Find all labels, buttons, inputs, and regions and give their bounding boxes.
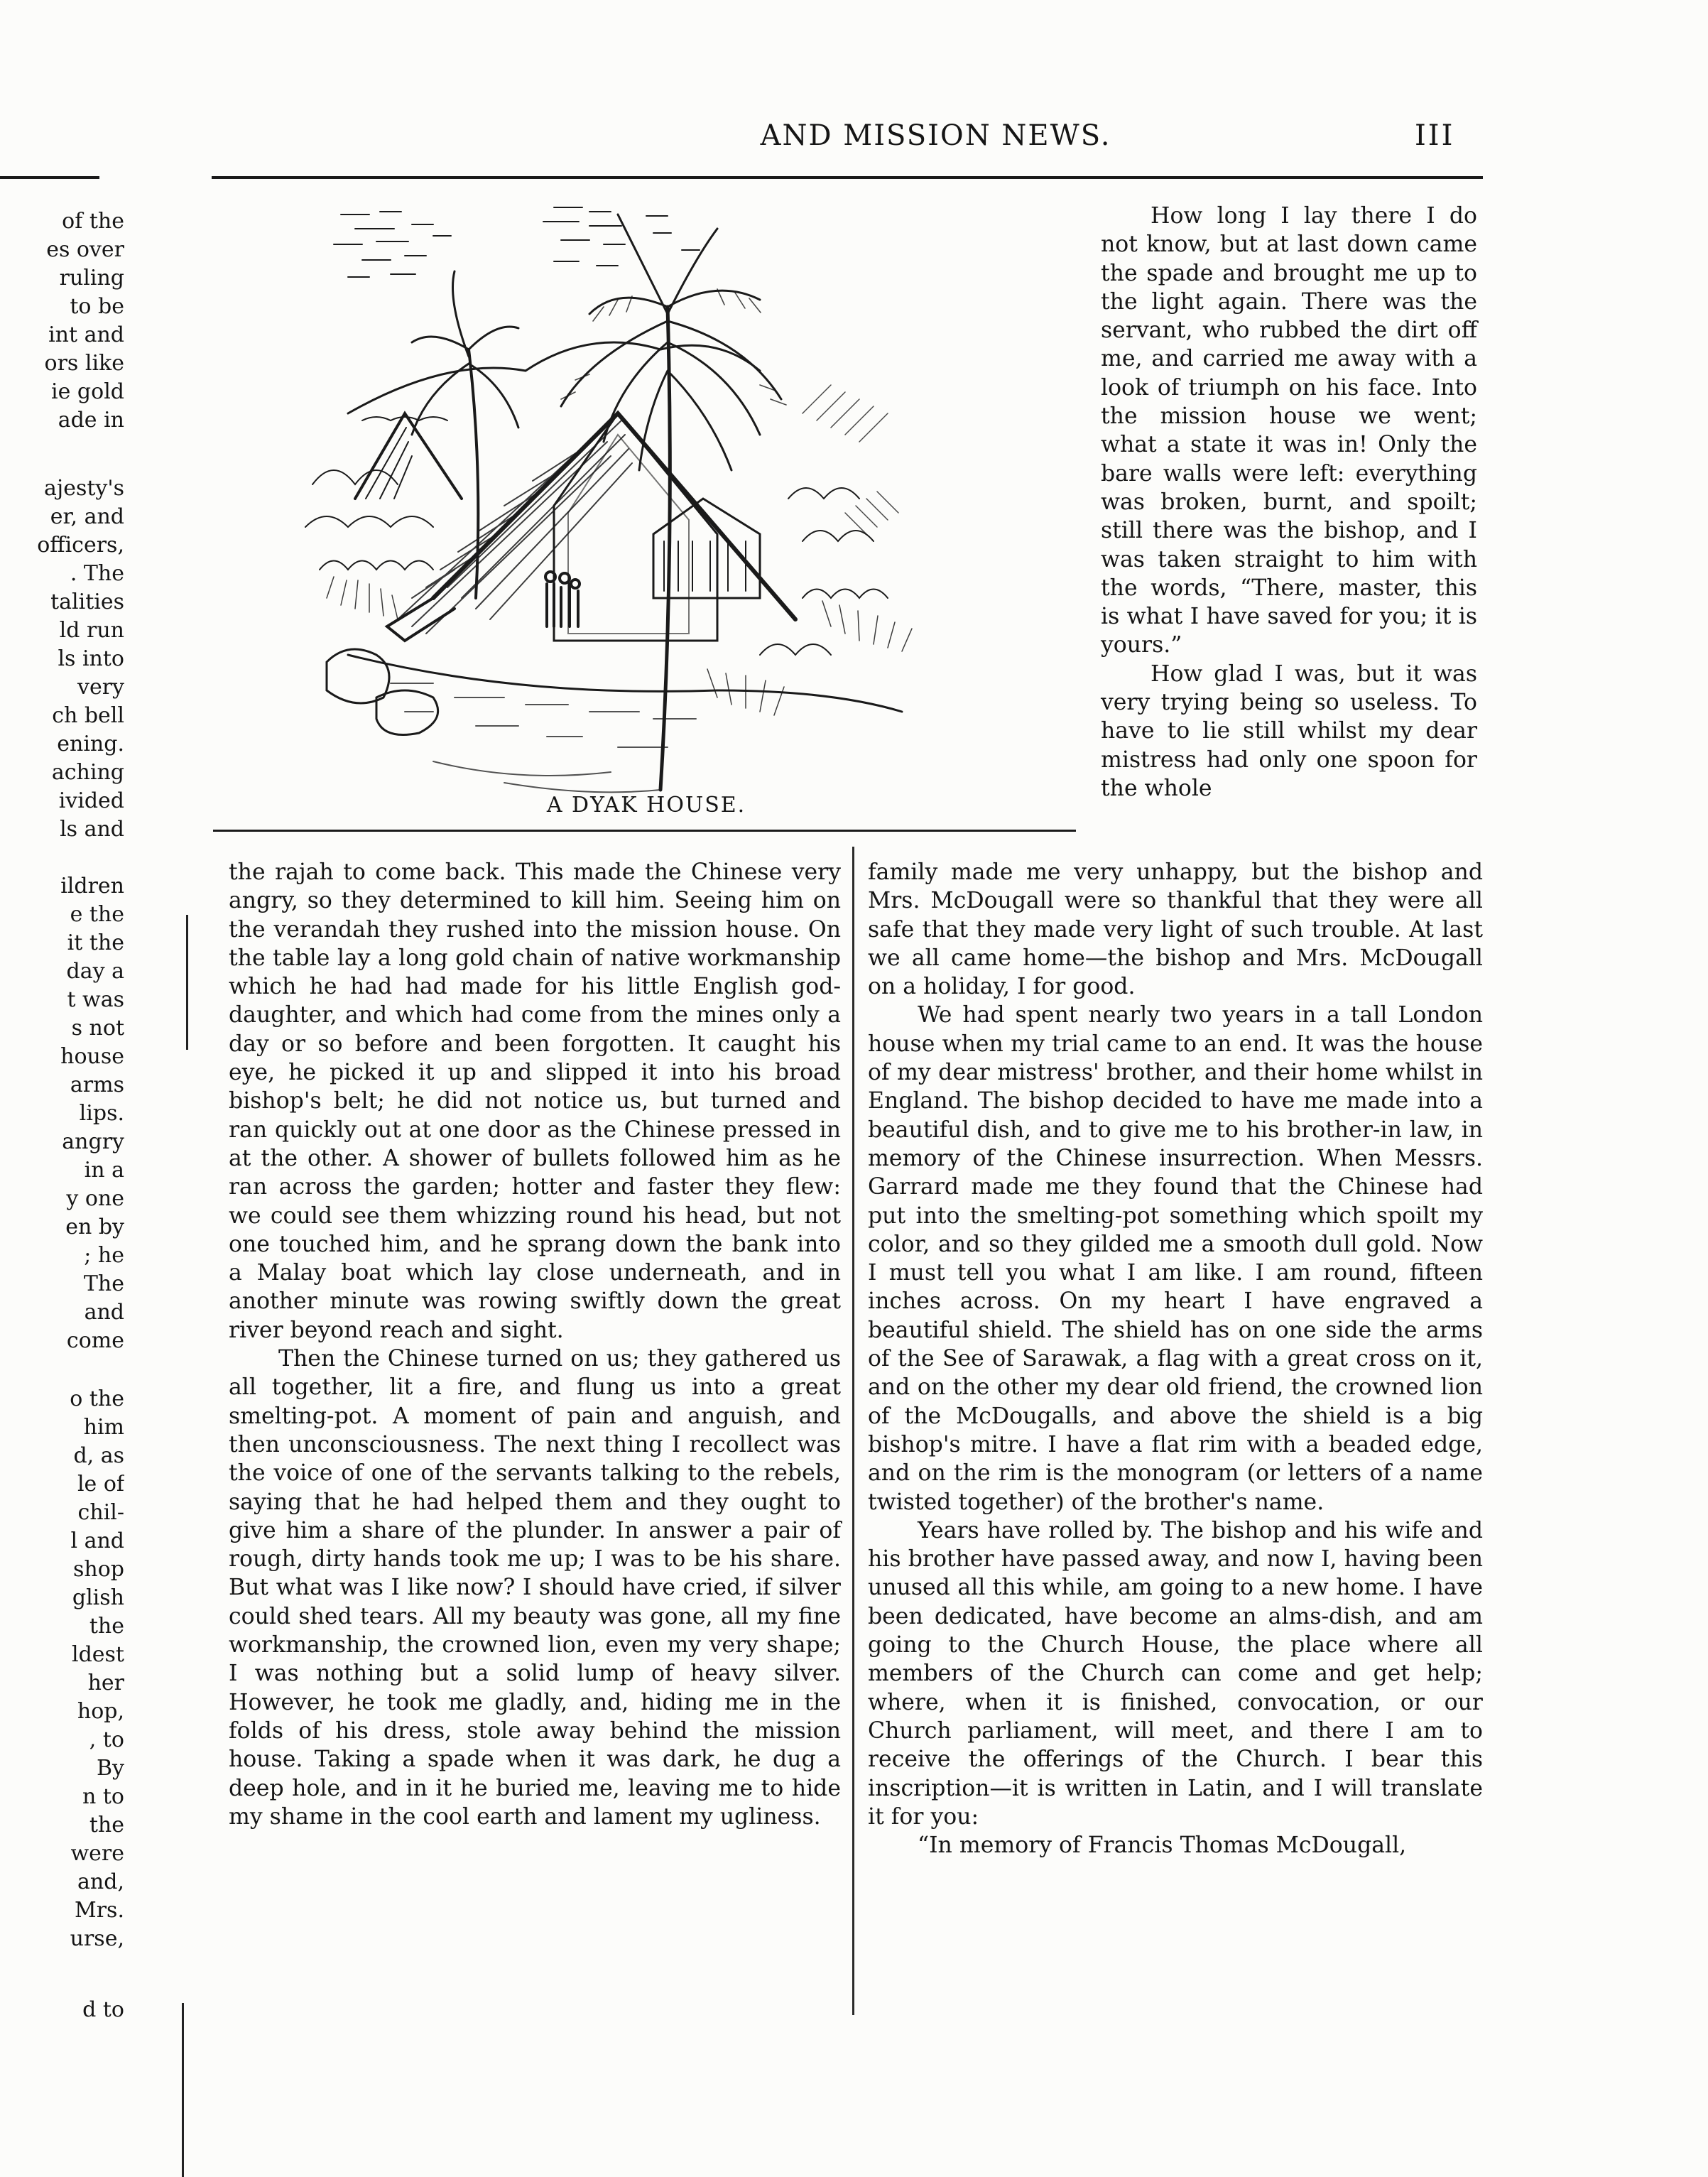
adjacent-page-rule xyxy=(0,176,99,179)
fragment-line: of the xyxy=(62,209,124,234)
fragment-line: arms xyxy=(70,1073,124,1097)
fragment-line: ening. xyxy=(57,732,124,756)
fragment-line: , to xyxy=(89,1727,124,1752)
fragment-line: t was xyxy=(67,987,124,1012)
fragment-line: glish xyxy=(72,1585,124,1610)
fragment-line: him xyxy=(83,1415,124,1440)
margin-fragment-group-4 xyxy=(0,1385,124,1953)
paragraph: Years have rolled by. The bishop and his wife and his brother have passed away, and now I, having been unused all this while, am going to a new home. I have been dedicated, have become an alms-dish, and am going to the Church House, the place where all members of the Church can come and get help; where, when it is finished, convocation, or our Church parliament, will meet, and there I am to receive the offerings of the Church. I bear this inscription—it is written in Latin, and I will translate it for you: xyxy=(868,1517,1483,1830)
margin-fragment-group-5 xyxy=(0,1996,124,2024)
fragment-line: urse, xyxy=(70,1926,124,1951)
fragment-line: ls into xyxy=(58,646,124,671)
fragment-line: int and xyxy=(48,322,124,347)
fragment-line: hop, xyxy=(77,1699,124,1724)
fragment-line: officers, xyxy=(37,533,124,558)
dyak-house-illustration xyxy=(220,200,1072,813)
paragraph: “In memory of Francis Thomas McDougall, xyxy=(918,1833,1407,1859)
fragment-line: ors like xyxy=(44,351,124,376)
paragraph: family made me very unhappy, but the bishop and Mrs. McDougall were so thankful that they were all safe that they made very light of such trouble. At last we all came home—the bishop and Mrs. McDougall on a holiday, I for good. xyxy=(868,859,1483,1000)
column-divider xyxy=(852,847,854,2015)
fragment-line: in a xyxy=(84,1158,124,1183)
fragment-line: le of xyxy=(77,1472,124,1497)
fragment-line: ls and xyxy=(60,817,124,842)
fragment-line: ruling xyxy=(59,266,124,291)
fragment-line: d, as xyxy=(73,1443,124,1468)
fragment-line: were xyxy=(70,1841,124,1866)
paragraph: We had spent nearly two years in a tall London house when my trial came to an end. It was the house of my dear mistress' brother, and their home whilst in England. The bishop decided to have me made into a beautiful dish, and to give me to his brother-in law, in memory of the Chinese insurrection. When Messrs. Garrard made me they found that the Chinese had put into the smelting-pot something which spoilt my color, and so they gilded me a smooth dull gold. Now I must tell you what I am like. I am round, fifteen inches across. On my heart I have engraved a beautiful shield. The shield has on one side the arms of the See of Sarawak, a flag with a great cross on it, and on the other my dear old friend, the crowned lion of the McDougalls, and above the shield is a big bishop's mitre. I have a flat rim with a beaded edge, and on the rim is the monogram (or letters of a name twisted together) of the brother's name. xyxy=(868,1002,1483,1515)
fragment-line: The xyxy=(83,1271,124,1296)
illustration-caption: A DYAK HOUSE. xyxy=(546,793,746,818)
right-top-text xyxy=(1101,202,1477,803)
running-header-title: AND MISSION NEWS. xyxy=(760,119,1111,152)
fragment-line: s not xyxy=(71,1016,124,1041)
page-number: III xyxy=(1415,119,1455,152)
margin-fragment-group-1 xyxy=(0,207,124,435)
fragment-line: shop xyxy=(73,1557,124,1582)
margin-mark xyxy=(182,2003,184,2177)
fragment-line: the xyxy=(89,1813,124,1837)
fragment-line: ie gold xyxy=(51,379,124,404)
fragment-line: d to xyxy=(82,1997,124,2022)
fragment-line: aching xyxy=(51,760,124,785)
fragment-line: ld run xyxy=(59,618,124,643)
fragment-line: o the xyxy=(70,1386,124,1411)
paragraph: the rajah to come back. This made the Chinese very angry, so they determined to kill him. Seeing him on the verandah they rushed into the mission house. On the table lay a long gold chain of native workmanship which he had had made for his little English god-daughter, and which had come from the mines only a day or so before and been forgotten. It caught his eye, he picked it up and slipped it into his broad bishop's belt; he did not notice us, but turned and ran quickly out at one door as the Chinese pressed in at the other. A shower of bullets followed him as he ran across the garden; hotter and faster they flew: we could see them whizzing round his head, but not one touched him, and he sprang down the bank into a Malay boat which lay close underneath, and in another minute was rowing swiftly down the great river beyond reach and sight. xyxy=(229,859,841,1343)
fragment-line: talities xyxy=(50,590,124,614)
left-column xyxy=(229,858,841,1831)
fragment-line: By xyxy=(97,1756,124,1781)
fragment-line: en by xyxy=(65,1215,124,1239)
fragment-line: come xyxy=(66,1328,124,1353)
fragment-line: ldest xyxy=(71,1642,124,1667)
fragment-line: angry xyxy=(62,1129,124,1154)
fragment-line: ivided xyxy=(58,788,124,813)
paragraph: How long I lay there I do not know, but at last down came the spade and brought me up to the light again. There was the servant, who rubbed the dirt off me, and carried me away with a look of triumph on his face. Into the mission house we went; what a state it was in! Only the bare walls were left: everything was broken, burnt, and spoilt; still there was the bishop, and I was taken straight to him with the words, “There, master, this is what I have saved for you; it is yours.” xyxy=(1101,203,1477,658)
margin-fragment-group-3 xyxy=(0,872,124,1355)
fragment-line: ch bell xyxy=(52,703,124,728)
caption-rule xyxy=(213,830,1076,832)
fragment-line: and, xyxy=(77,1869,124,1894)
fragment-line: ade in xyxy=(58,408,124,433)
paragraph: Then the Chinese turned on us; they gathered us all together, lit a fire, and flung us into a great smelting-pot. A moment of pain and anguish, and then unconsciousness. The next thing I recollect was the voice of one of the servants talking to the rebels, saying that he had helped them and they ought to give him a share of the plunder. In answer a pair of rough, dirty hands took me up; I was to be his share. But what was I like now? I should have cried, if silver could shed tears. All my beauty was gone, all my fine workmanship, the crowned lion, even my very shape; I was nothing but a solid lump of heavy silver. However, he took me gladly, and, hiding me in the folds of his dress, stole away behind the mission house. Taking a spade when it was dark, he dug a deep hole, and in it he buried me, leaving me to hide my shame in the cool earth and lament my ugliness. xyxy=(229,1346,841,1830)
fragment-line: to be xyxy=(70,294,124,319)
fragment-line: l and xyxy=(70,1529,124,1553)
right-column xyxy=(868,858,1483,1860)
fragment-line: lips. xyxy=(79,1101,124,1126)
fragment-line: er, and xyxy=(50,504,124,529)
fragment-line: house xyxy=(60,1044,124,1069)
fragment-line: her xyxy=(87,1671,124,1695)
fragment-line: it the xyxy=(67,930,124,955)
header-rule xyxy=(212,176,1483,179)
fragment-line: Mrs. xyxy=(75,1898,124,1923)
fragment-line: chil- xyxy=(77,1500,124,1525)
margin-fragment-group-2 xyxy=(0,474,124,844)
fragment-line: and xyxy=(84,1300,124,1325)
fragment-line: es over xyxy=(46,237,124,262)
fragment-line: y one xyxy=(66,1186,124,1211)
fragment-line: ildren xyxy=(60,874,124,899)
fragment-line: n to xyxy=(82,1784,124,1809)
fragment-line: ajesty's xyxy=(44,476,124,501)
paragraph: How glad I was, but it was very trying being so useless. To have to lie still whilst my dear mistress had only one spoon for the whole xyxy=(1101,661,1477,801)
fragment-line: . The xyxy=(70,561,124,586)
margin-mark xyxy=(186,915,188,1050)
fragment-line: day a xyxy=(66,959,124,984)
fragment-line: ; he xyxy=(84,1243,124,1268)
fragment-line: the xyxy=(89,1614,124,1639)
fragment-line: e the xyxy=(70,902,124,927)
fragment-line: very xyxy=(77,675,124,700)
